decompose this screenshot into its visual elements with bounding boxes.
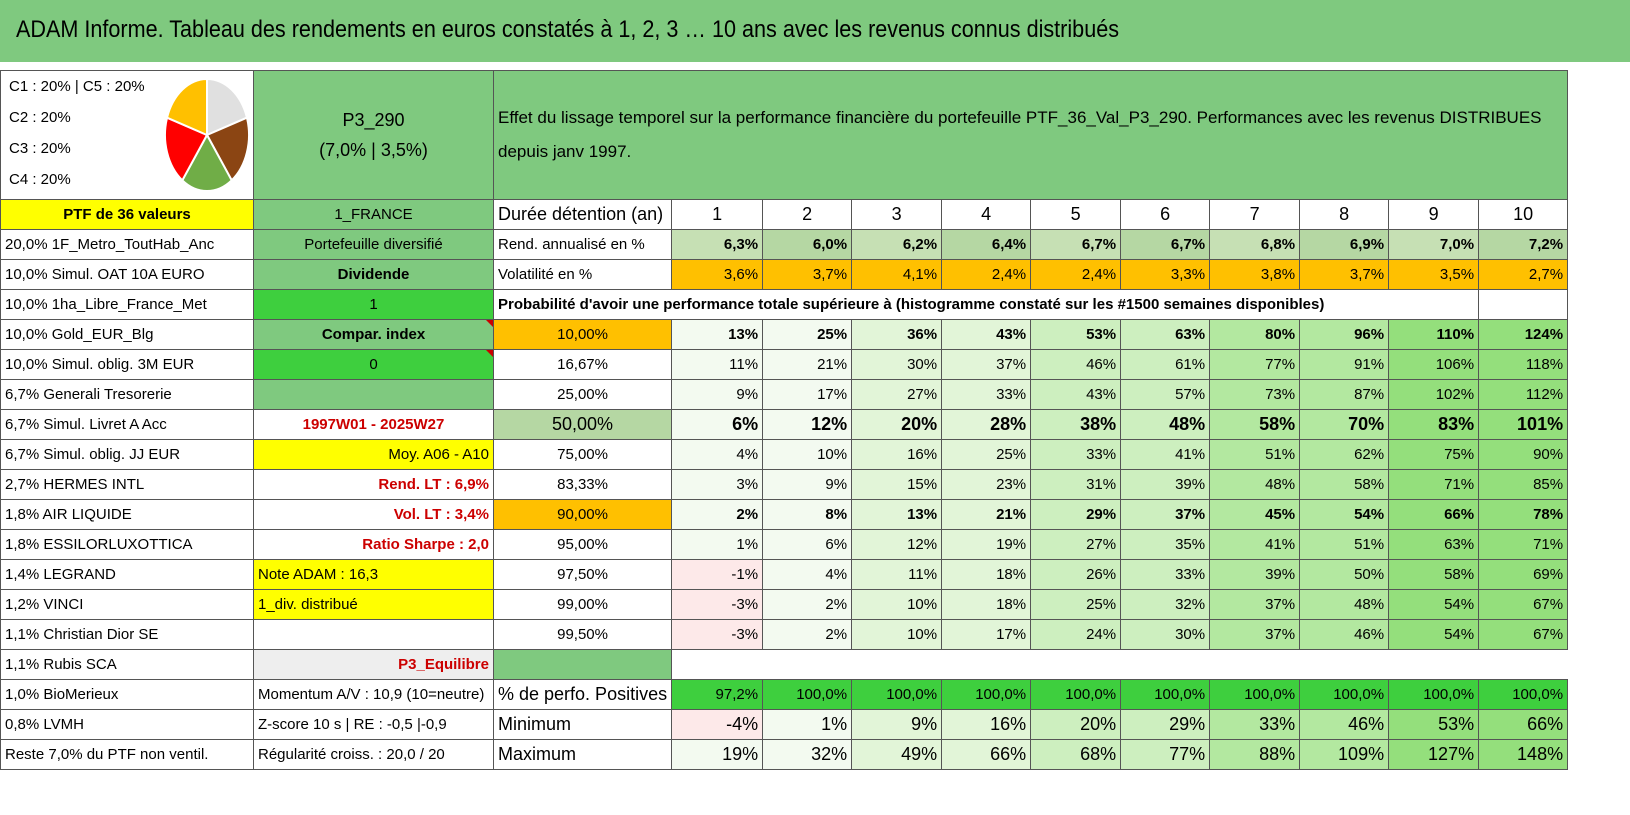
rend-value: 6,4%	[942, 230, 1031, 260]
profile-row	[1, 650, 1568, 680]
year-header: 3	[852, 200, 942, 230]
min-value: 66%	[1479, 710, 1568, 740]
prob-value: 83%	[1389, 410, 1479, 440]
holding-name: Reste 7,0% du PTF non ventil.	[1, 740, 254, 770]
pos-value: 100,0%	[1031, 680, 1121, 710]
prob-value: 48%	[1210, 470, 1300, 500]
prob-value: 17%	[763, 380, 852, 410]
prob-value: 17%	[942, 620, 1031, 650]
rend-row	[1, 230, 1568, 260]
prob-value: 43%	[1031, 380, 1121, 410]
rend-value: 7,0%	[1389, 230, 1479, 260]
pos-value: 100,0%	[1121, 680, 1210, 710]
threshold-value: 75,00%	[494, 440, 672, 470]
prob-value: 110%	[1389, 320, 1479, 350]
prob-value: 46%	[1300, 620, 1389, 650]
year-header: 9	[1389, 200, 1479, 230]
holding-name: 2,7% HERMES INTL	[1, 470, 254, 500]
portfolio-mode: Dividende	[254, 260, 494, 290]
vol-value: 2,4%	[942, 260, 1031, 290]
composition-cell	[1, 71, 254, 200]
vol-value: 4,1%	[852, 260, 942, 290]
threshold-value: 99,50%	[494, 620, 672, 650]
holding-name: 1,2% VINCI	[1, 590, 254, 620]
empty-green	[494, 650, 672, 680]
prob-value: 70%	[1300, 410, 1389, 440]
prob-value: 67%	[1479, 590, 1568, 620]
prob-value: 9%	[763, 470, 852, 500]
prob-value: 90%	[1479, 440, 1568, 470]
holding-name: 10,0% 1ha_Libre_France_Met	[1, 290, 254, 320]
prob-value: 23%	[942, 470, 1031, 500]
prob-value: 33%	[1121, 560, 1210, 590]
min-label: Minimum	[494, 710, 672, 740]
prob-value: 91%	[1300, 350, 1389, 380]
rend-lt-label: Rend. LT : 6,9%	[254, 470, 494, 500]
prob-value: 11%	[672, 350, 763, 380]
holding-name: 1,4% LEGRAND	[1, 560, 254, 590]
prob-row	[1, 410, 1568, 440]
year-header: 10	[1479, 200, 1568, 230]
vol-row	[1, 260, 1568, 290]
page-title: ADAM Informe. Tableau des rendements en euros constatés à 1, 2, 3 … 10 ans avec les revenus connus distribués	[16, 16, 1120, 43]
empty-cell	[254, 620, 494, 650]
max-label: Maximum	[494, 740, 672, 770]
prob-value: 54%	[1389, 620, 1479, 650]
prob-value: 73%	[1210, 380, 1300, 410]
composition-line: C1 : 20% | C5 : 20%	[9, 78, 145, 95]
prob-row	[1, 320, 1568, 350]
prob-row	[1, 560, 1568, 590]
prob-value: 10%	[763, 440, 852, 470]
prob-value: 1%	[672, 530, 763, 560]
holding-name: 0,8% LVMH	[1, 710, 254, 740]
holding-name: 6,7% Generali Tresorerie	[1, 380, 254, 410]
prob-value: 32%	[1121, 590, 1210, 620]
prob-value: 37%	[1210, 590, 1300, 620]
prob-value: -3%	[672, 590, 763, 620]
max-row	[1, 740, 1568, 770]
pos-value: 100,0%	[1210, 680, 1300, 710]
min-value: 20%	[1031, 710, 1121, 740]
vol-value: 3,8%	[1210, 260, 1300, 290]
prob-value: 112%	[1479, 380, 1568, 410]
prob-value: 2%	[763, 620, 852, 650]
prob-value: 78%	[1479, 500, 1568, 530]
prob-value: 25%	[1031, 590, 1121, 620]
prob-value: 33%	[1031, 440, 1121, 470]
threshold-value: 95,00%	[494, 530, 672, 560]
prob-value: 39%	[1210, 560, 1300, 590]
max-value: 49%	[852, 740, 942, 770]
holding-name: 1,1% Rubis SCA	[1, 650, 254, 680]
threshold-value: 90,00%	[494, 500, 672, 530]
size-label: PTF de 36 valeurs	[1, 200, 254, 230]
prob-value: 25%	[763, 320, 852, 350]
threshold-value: 83,33%	[494, 470, 672, 500]
prob-value: 53%	[1031, 320, 1121, 350]
prob-value: 18%	[942, 590, 1031, 620]
prob-value: 63%	[1389, 530, 1479, 560]
pos-value: 100,0%	[763, 680, 852, 710]
comment-marker	[486, 350, 493, 357]
min-value: 1%	[763, 710, 852, 740]
rend-label: Rend. annualisé en %	[494, 230, 672, 260]
prob-row	[1, 350, 1568, 380]
prob-value: 6%	[672, 410, 763, 440]
prob-row	[1, 530, 1568, 560]
prob-value: 66%	[1389, 500, 1479, 530]
prob-value: 96%	[1300, 320, 1389, 350]
max-value: 66%	[942, 740, 1031, 770]
prob-value: 48%	[1121, 410, 1210, 440]
title-bar	[0, 0, 1630, 63]
prob-value: 124%	[1479, 320, 1568, 350]
rend-value: 7,2%	[1479, 230, 1568, 260]
composition-line: C4 : 20%	[9, 171, 71, 188]
holding-name: 1,1% Christian Dior SE	[1, 620, 254, 650]
max-value: 88%	[1210, 740, 1300, 770]
prob-value: 41%	[1210, 530, 1300, 560]
prob-value: 77%	[1210, 350, 1300, 380]
prob-value: 58%	[1389, 560, 1479, 590]
threshold-value: 99,00%	[494, 590, 672, 620]
min-value: -4%	[672, 710, 763, 740]
max-value: 127%	[1389, 740, 1479, 770]
prob-value: 35%	[1121, 530, 1210, 560]
prob-value: -3%	[672, 620, 763, 650]
empty-cell	[1479, 290, 1568, 320]
prob-value: 61%	[1121, 350, 1210, 380]
portfolio-stats: (7,0% | 3,5%)	[319, 140, 428, 160]
rend-value: 6,7%	[1121, 230, 1210, 260]
prob-value: 41%	[1121, 440, 1210, 470]
vol-value: 3,6%	[672, 260, 763, 290]
max-value: 19%	[672, 740, 763, 770]
prob-value: 12%	[852, 530, 942, 560]
prob-value: 71%	[1479, 530, 1568, 560]
holding-name: 1,8% ESSILORLUXOTTICA	[1, 530, 254, 560]
prob-value: 62%	[1300, 440, 1389, 470]
prob-value: 46%	[1031, 350, 1121, 380]
prob-value: 2%	[763, 590, 852, 620]
performance-sheet	[0, 70, 1568, 770]
portfolio-code: P3_290	[342, 110, 405, 130]
prob-value: 27%	[852, 380, 942, 410]
holding-name: 10,0% Gold_EUR_Blg	[1, 320, 254, 350]
portfolio-description: Effet du lissage temporel sur la performance financière du portefeuille PTF_36_Val_P3_290. Performances avec les revenus DISTRIBUES depuis janv 1997.	[494, 71, 1568, 200]
prob-value: 87%	[1300, 380, 1389, 410]
prob-value: 71%	[1389, 470, 1479, 500]
composition-line: C2 : 20%	[9, 109, 71, 126]
vol-value: 2,4%	[1031, 260, 1121, 290]
empty-area	[672, 650, 1568, 680]
prob-value: 101%	[1479, 410, 1568, 440]
prob-row	[1, 590, 1568, 620]
prob-value: 106%	[1389, 350, 1479, 380]
threshold-value: 10,00%	[494, 320, 672, 350]
composition-line: C3 : 20%	[9, 140, 71, 157]
comment-marker	[486, 320, 493, 327]
prob-value: 21%	[763, 350, 852, 380]
prob-value: 80%	[1210, 320, 1300, 350]
min-value: 9%	[852, 710, 942, 740]
prob-value: 30%	[1121, 620, 1210, 650]
prob-value: 26%	[1031, 560, 1121, 590]
min-value: 29%	[1121, 710, 1210, 740]
max-value: 77%	[1121, 740, 1210, 770]
prob-value: 67%	[1479, 620, 1568, 650]
prob-value: 4%	[763, 560, 852, 590]
prob-value: 57%	[1121, 380, 1210, 410]
year-header: 1	[672, 200, 763, 230]
prob-value: 27%	[1031, 530, 1121, 560]
vol-lt-label: Vol. LT : 3,4%	[254, 500, 494, 530]
prob-value: 58%	[1300, 470, 1389, 500]
holding-name: 1,8% AIR LIQUIDE	[1, 500, 254, 530]
vol-value: 3,7%	[1300, 260, 1389, 290]
flag-value: 1	[254, 290, 494, 320]
year-header: 7	[1210, 200, 1300, 230]
pos-value: 97,2%	[672, 680, 763, 710]
prob-value: 10%	[852, 590, 942, 620]
prob-value: 37%	[942, 350, 1031, 380]
compar-label: Compar. index	[254, 320, 494, 350]
sharpe-label: Ratio Sharpe : 2,0	[254, 530, 494, 560]
prob-value: 37%	[1121, 500, 1210, 530]
prob-value: 58%	[1210, 410, 1300, 440]
year-header: 8	[1300, 200, 1389, 230]
header-row	[1, 71, 1568, 200]
prob-value: 39%	[1121, 470, 1210, 500]
max-value: 68%	[1031, 740, 1121, 770]
prob-value: 8%	[763, 500, 852, 530]
prob-value: 54%	[1300, 500, 1389, 530]
min-value: 33%	[1210, 710, 1300, 740]
prob-value: 37%	[1210, 620, 1300, 650]
duration-row	[1, 200, 1568, 230]
prob-value: 25%	[942, 440, 1031, 470]
pos-value: 100,0%	[1389, 680, 1479, 710]
year-header: 2	[763, 200, 852, 230]
holding-name: 10,0% Simul. OAT 10A EURO	[1, 260, 254, 290]
min-value: 53%	[1389, 710, 1479, 740]
year-header: 4	[942, 200, 1031, 230]
profile-label: P3_Equilibre	[254, 650, 494, 680]
prob-row	[1, 500, 1568, 530]
prob-value: 75%	[1389, 440, 1479, 470]
prob-value: 102%	[1389, 380, 1479, 410]
holding-name: 6,7% Simul. Livret A Acc	[1, 410, 254, 440]
threshold-value: 50,00%	[494, 410, 672, 440]
portfolio-code-cell	[254, 71, 494, 200]
prob-value: 38%	[1031, 410, 1121, 440]
threshold-value: 16,67%	[494, 350, 672, 380]
rend-value: 6,3%	[672, 230, 763, 260]
allocation-pie-chart	[163, 77, 251, 193]
holding-name: 6,7% Simul. oblig. JJ EUR	[1, 440, 254, 470]
vol-label: Volatilité en %	[494, 260, 672, 290]
rend-value: 6,7%	[1031, 230, 1121, 260]
max-value: 32%	[763, 740, 852, 770]
holding-name: 20,0% 1F_Metro_ToutHab_Anc	[1, 230, 254, 260]
prob-value: 29%	[1031, 500, 1121, 530]
prob-value: 69%	[1479, 560, 1568, 590]
prob-value: 31%	[1031, 470, 1121, 500]
note-adam-label: Note ADAM : 16,3	[254, 560, 494, 590]
min-value: 16%	[942, 710, 1031, 740]
prob-row	[1, 470, 1568, 500]
prob-value: 85%	[1479, 470, 1568, 500]
prob-value: 33%	[942, 380, 1031, 410]
prob-value: 9%	[672, 380, 763, 410]
prob-value: 13%	[672, 320, 763, 350]
div-mode-label: 1_div. distribué	[254, 590, 494, 620]
holding-name: 1,0% BioMerieux	[1, 680, 254, 710]
zero-value: 0	[254, 350, 494, 380]
prob-title: Probabilité d'avoir une performance totale supérieure à (histogramme constaté sur les #1500 semaines disponibles)	[494, 290, 1479, 320]
prob-value: 50%	[1300, 560, 1389, 590]
period-label: 1997W01 - 2025W27	[254, 410, 494, 440]
prob-value: 36%	[852, 320, 942, 350]
year-header: 6	[1121, 200, 1210, 230]
regularite-label: Régularité croiss. : 20,0 / 20	[254, 740, 494, 770]
pos-label: % de perfo. Positives	[494, 680, 672, 710]
prob-row	[1, 620, 1568, 650]
rend-value: 6,8%	[1210, 230, 1300, 260]
prob-value: 45%	[1210, 500, 1300, 530]
prob-value: 16%	[852, 440, 942, 470]
country-label: 1_FRANCE	[254, 200, 494, 230]
rend-value: 6,9%	[1300, 230, 1389, 260]
prob-value: 4%	[672, 440, 763, 470]
prob-value: 54%	[1389, 590, 1479, 620]
momentum-label: Momentum A/V : 10,9 (10=neutre)	[254, 680, 494, 710]
prob-value: 11%	[852, 560, 942, 590]
positive-row	[1, 680, 1568, 710]
prob-value: 24%	[1031, 620, 1121, 650]
prob-row	[1, 380, 1568, 410]
rend-value: 6,2%	[852, 230, 942, 260]
prob-value: 28%	[942, 410, 1031, 440]
prob-value: 43%	[942, 320, 1031, 350]
pos-value: 100,0%	[942, 680, 1031, 710]
prob-value: 10%	[852, 620, 942, 650]
prob-value: 30%	[852, 350, 942, 380]
year-header: 5	[1031, 200, 1121, 230]
prob-value: 18%	[942, 560, 1031, 590]
min-value: 46%	[1300, 710, 1389, 740]
prob-value: 19%	[942, 530, 1031, 560]
prob-row	[1, 440, 1568, 470]
duration-label: Durée détention (an)	[494, 200, 672, 230]
prob-value: 12%	[763, 410, 852, 440]
prob-value: 21%	[942, 500, 1031, 530]
prob-value: 63%	[1121, 320, 1210, 350]
max-value: 148%	[1479, 740, 1568, 770]
prob-value: -1%	[672, 560, 763, 590]
vol-value: 3,7%	[763, 260, 852, 290]
prob-value: 20%	[852, 410, 942, 440]
vol-value: 3,5%	[1389, 260, 1479, 290]
holding-name: 10,0% Simul. oblig. 3M EUR	[1, 350, 254, 380]
threshold-value: 97,50%	[494, 560, 672, 590]
pos-value: 100,0%	[1300, 680, 1389, 710]
prob-value: 6%	[763, 530, 852, 560]
prob-value: 2%	[672, 500, 763, 530]
zscore-label: Z-score 10 s | RE : -0,5 |-0,9	[254, 710, 494, 740]
prob-value: 118%	[1479, 350, 1568, 380]
pos-value: 100,0%	[1479, 680, 1568, 710]
prob-value: 15%	[852, 470, 942, 500]
prob-value: 51%	[1210, 440, 1300, 470]
portfolio-type: Portefeuille diversifié	[254, 230, 494, 260]
moy-label: Moy. A06 - A10	[254, 440, 494, 470]
pos-value: 100,0%	[852, 680, 942, 710]
separator-band	[0, 62, 1630, 70]
prob-value: 48%	[1300, 590, 1389, 620]
prob-title-row	[1, 290, 1568, 320]
prob-value: 3%	[672, 470, 763, 500]
min-row	[1, 710, 1568, 740]
vol-value: 3,3%	[1121, 260, 1210, 290]
empty-green	[254, 380, 494, 410]
prob-value: 51%	[1300, 530, 1389, 560]
threshold-value: 25,00%	[494, 380, 672, 410]
vol-value: 2,7%	[1479, 260, 1568, 290]
prob-value: 13%	[852, 500, 942, 530]
rend-value: 6,0%	[763, 230, 852, 260]
max-value: 109%	[1300, 740, 1389, 770]
